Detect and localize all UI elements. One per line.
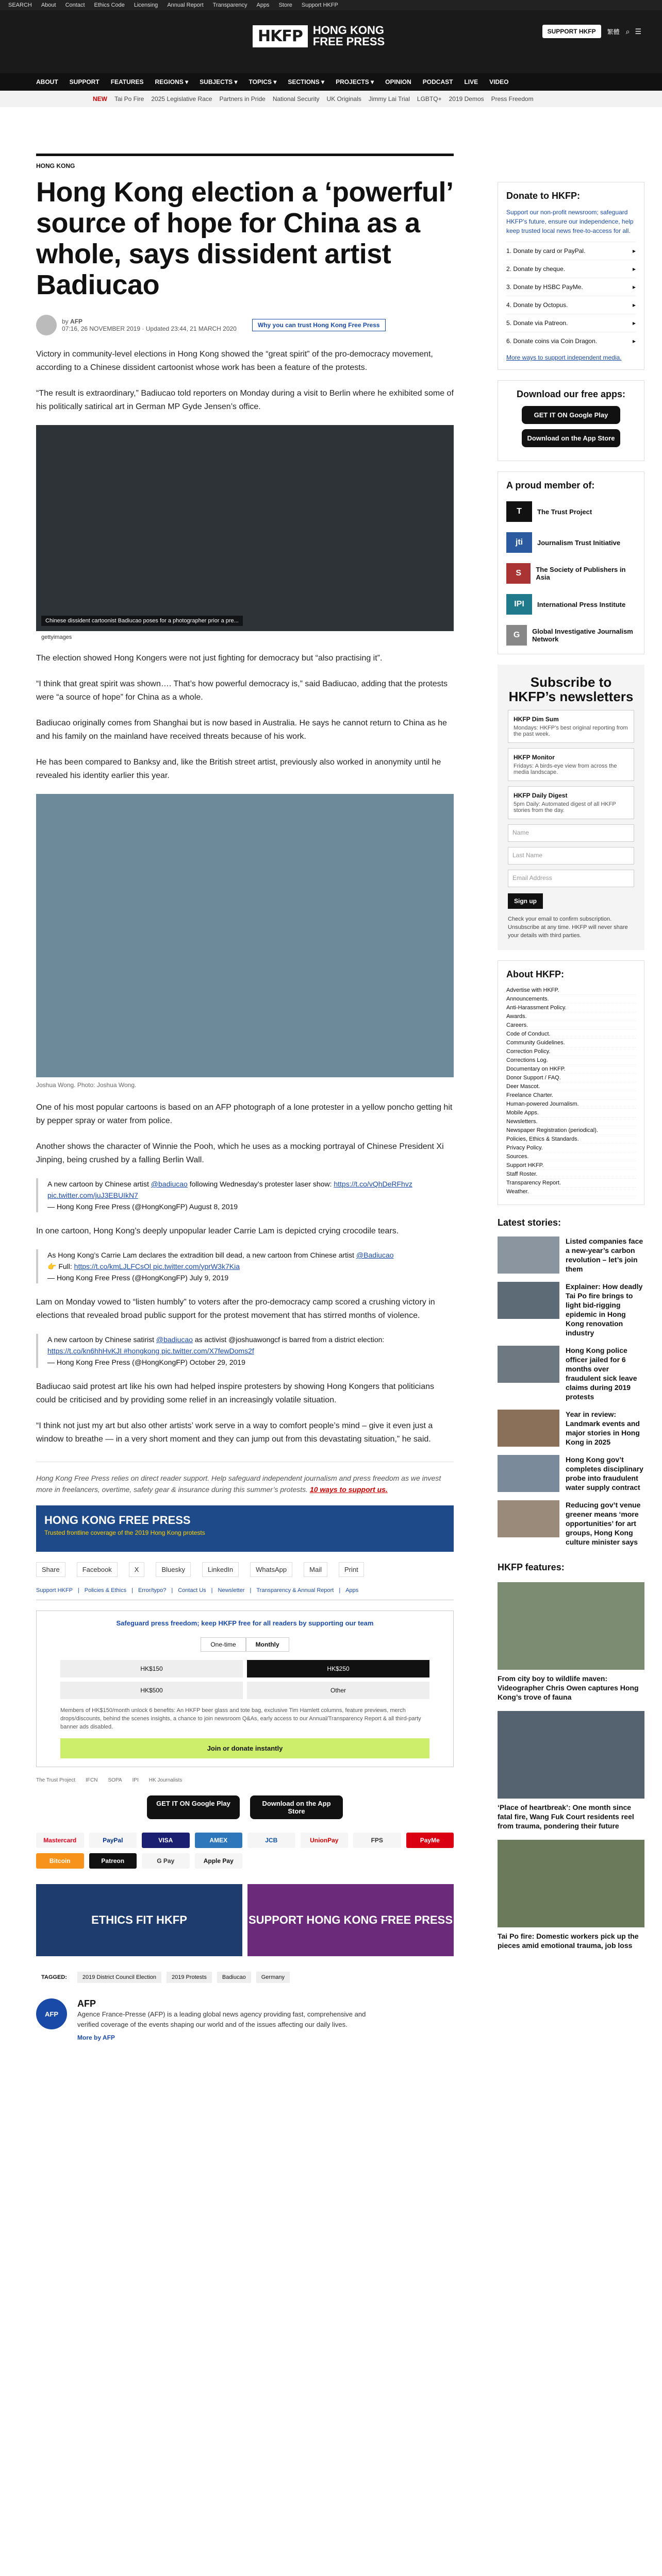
payment-methods xyxy=(36,1833,454,1869)
share-facebook[interactable]: Facebook xyxy=(77,1562,118,1577)
language-toggle[interactable]: 繁體 xyxy=(607,28,620,36)
tags-label: TAGGED: xyxy=(41,1974,67,1980)
feature-story[interactable]: Tai Po fire: Domestic workers pick up the pieces amid emotional trauma, job loss xyxy=(498,1840,644,1950)
topbar-contact[interactable]: Contact xyxy=(65,2,85,8)
google-pay-icon[interactable]: G Pay xyxy=(142,1853,190,1869)
apps-title: Download our free apps: xyxy=(516,389,626,399)
paragraph: “I think that great spirit was shown…. That’s how powerful democracy is,” said Badiucao, adding that the protests were “a source of hope” for China as a whole. xyxy=(36,680,448,702)
paragraph: Lam on Monday vowed to “listen humbly” to voters after the pro-democracy camp scored a crushing victory in elections that revealed broad public support for the protest movement that has stirred months of violence. xyxy=(36,1298,435,1320)
sidebar xyxy=(498,107,644,1950)
donation-widget xyxy=(36,1611,454,1767)
nav-regions[interactable]: REGIONS ▾ xyxy=(155,78,189,86)
trend-item[interactable]: Partners in Pride xyxy=(219,95,266,103)
link[interactable]: Support HKFP xyxy=(36,1587,73,1594)
tweet-source[interactable]: — Hong Kong Free Press (@HongKongFP) August 8, 2019 xyxy=(47,1202,238,1211)
tweet-mention[interactable]: @badiucao xyxy=(156,1335,193,1344)
monthly-toggle[interactable]: Monthly xyxy=(246,1637,289,1652)
topbar-store[interactable]: Store xyxy=(278,2,292,8)
about-link[interactable]: Newsletters. xyxy=(506,1117,636,1126)
ethics-promo[interactable]: ETHICS FIT HKFP xyxy=(36,1884,242,1956)
share-print[interactable]: Print xyxy=(339,1562,364,1577)
main-nav xyxy=(0,73,662,91)
about-link[interactable]: Code of Conduct. xyxy=(506,1030,636,1039)
byline: by AFP 07:16, 26 NOVEMBER 2019 · Updated 23:44, 21 MARCH 2020 Why you can trust Hong Kong Free Press xyxy=(36,315,454,335)
paragraph: Victory in community-level elections in Hong Kong showed the “great spirit” of the pro-democracy movement, according to a Chinese dissident cartoonist whose work has been a feature of the protests. xyxy=(36,350,433,372)
paragraph: “I think not just my art but also other artists’ work serve in a way to comfort people’s mind – give it even just a window to breathe — in a very short moment and they can jump out from this devastating situation,” he said. xyxy=(36,1421,433,1444)
nav-podcast[interactable]: PODCAST xyxy=(422,78,453,86)
nav-features[interactable]: FEATURES xyxy=(110,78,144,86)
trust-link[interactable]: Why you can trust Hong Kong Free Press xyxy=(252,319,386,331)
apple-pay-icon[interactable]: Apple Pay xyxy=(195,1853,243,1869)
support-hkfp-button[interactable]: SUPPORT HKFP xyxy=(542,25,601,38)
tweet-link[interactable]: https://t.co/vQhDeRFhvz pic.twitter.com/juJ3EBUIkN7 xyxy=(47,1180,412,1199)
tweet-mention[interactable]: @badiucao xyxy=(151,1180,188,1188)
nav-live[interactable]: LIVE xyxy=(464,78,478,86)
partner-logo[interactable]: T The Trust Project xyxy=(506,501,636,522)
about-link[interactable]: Announcements. xyxy=(506,995,636,1004)
fps-icon[interactable]: FPS xyxy=(353,1833,401,1848)
nav-opinion[interactable]: OPINION xyxy=(385,78,411,86)
masthead xyxy=(0,10,662,82)
about-link[interactable]: Sources. xyxy=(506,1153,636,1161)
about-link[interactable]: Newspaper Registration (periodical). xyxy=(506,1126,636,1135)
last-name-input[interactable]: Last Name xyxy=(508,847,634,865)
about-link[interactable]: Corrections Log. xyxy=(506,1056,636,1065)
article-column xyxy=(36,107,454,2041)
tweet-link[interactable]: https://t.co/kmLJLFCsOl pic.twitter.com/yprW3k7Kia xyxy=(74,1262,240,1270)
tweet-source[interactable]: — Hong Kong Free Press (@HongKongFP) October 29, 2019 xyxy=(47,1358,245,1366)
link[interactable]: Transparency & Annual Report xyxy=(256,1587,334,1594)
author-bio: Agence France-Presse (AFP) is a leading global news agency providing fast, comprehensive and verified coverage of the events shaping our world and of the issues affecting our daily lives. xyxy=(77,2010,366,2028)
features-title: HKFP features: xyxy=(498,1562,565,1572)
support-link[interactable]: 10 ways to support us. xyxy=(309,1485,388,1494)
amount-option[interactable]: HK$150 xyxy=(60,1660,243,1677)
logo-hkja[interactable]: HK Journalists xyxy=(148,1777,183,1783)
one-time-toggle[interactable]: One-time xyxy=(201,1637,245,1652)
latest-story[interactable]: Explainer: How deadly Tai Po fire brings to light bid-rigging epidemic in Hong Kong renovation industry xyxy=(498,1282,644,1337)
email-input[interactable]: Email Address xyxy=(508,870,634,887)
latest-story[interactable]: Year in review: Landmark events and major stories in Hong Kong in 2025 xyxy=(498,1410,644,1447)
logo-sopa[interactable]: SOPA xyxy=(108,1777,122,1783)
newsletter-option[interactable]: HKFP Monitor Fridays: A birds-eye view from across the media landscape. xyxy=(508,748,634,781)
embedded-tweet: As Hong Kong’s Carrie Lam declares the extradition bill dead, a new cartoon from Chinese artist @Badiucao 👉 Full: https://t.co/kmLJLFCsOl pic.twitter.com/yprW3k7Kia — Hong Kong Free Press (@HongKongFP) July 9, 2019 xyxy=(36,1249,454,1283)
google-play-badge[interactable]: GET IT ON Google Play xyxy=(522,406,620,424)
tag[interactable]: Badiucao xyxy=(217,1972,251,1983)
member-title: A proud member of: xyxy=(506,480,595,490)
tweet-mention[interactable]: @Badiucao xyxy=(356,1251,394,1259)
photo-caption: Chinese dissident cartoonist Badiucao poses for a photographer prior a pre... xyxy=(41,616,243,626)
about-link[interactable]: Deer Mascot. xyxy=(506,1082,636,1091)
app-store-badge[interactable]: Download on the App Store xyxy=(522,429,620,447)
trending-bar xyxy=(0,91,662,107)
latest-story[interactable]: Reducing gov’t venue greener means ‘more opportunities’ for art groups, Hong Kong culture minister says xyxy=(498,1500,644,1547)
signup-button[interactable]: Sign up xyxy=(508,893,543,909)
share-linkedin[interactable]: LinkedIn xyxy=(202,1562,239,1577)
new-label: NEW xyxy=(93,95,107,103)
link[interactable]: Policies & Ethics xyxy=(84,1587,127,1594)
bitcoin-icon[interactable]: Bitcoin xyxy=(36,1853,84,1869)
paragraph: The election showed Hong Kongers were not just fighting for democracy but “also practising it”. xyxy=(36,654,383,663)
about-link[interactable]: Mobile Apps. xyxy=(506,1109,636,1117)
app-store-badges xyxy=(36,1795,454,1819)
logo-trust-project[interactable]: The Trust Project xyxy=(36,1777,76,1783)
nav-video[interactable]: VIDEO xyxy=(489,78,509,86)
support-promo[interactable]: SUPPORT HONG KONG FREE PRESS xyxy=(247,1884,454,1956)
donate-heading: Safeguard press freedom; keep HKFP free for all readers by supporting our team xyxy=(116,1619,374,1627)
google-play-badge[interactable]: GET IT ON Google Play xyxy=(147,1795,240,1819)
about-link[interactable]: Awards. xyxy=(506,1012,636,1021)
payme-icon[interactable]: PayMe xyxy=(406,1833,454,1848)
topbar-annual-report[interactable]: Annual Report xyxy=(167,2,204,8)
paragraph: In one cartoon, Hong Kong’s deeply unpopular leader Carrie Lam is depicted crying crocodile tears. xyxy=(36,1227,399,1235)
latest-story[interactable]: Hong Kong police officer jailed for 6 months over fraudulent sick leave claims during 2019 protests xyxy=(498,1346,644,1401)
search-icon[interactable]: ⌕ xyxy=(625,27,630,36)
about-link[interactable]: Policies, Ethics & Standards. xyxy=(506,1135,636,1144)
about-link[interactable]: Correction Policy. xyxy=(506,1047,636,1056)
donate-option[interactable]: 2. Donate by cheque. ▸ xyxy=(506,260,636,278)
donate-option[interactable]: 5. Donate via Patreon. ▸ xyxy=(506,314,636,332)
paragraph: “The result is extraordinary,” Badiucao told reporters on Monday during a visit to Berlin where he exhibited some of his politically satirical art in German MP Gyde Jensen’s office. xyxy=(36,389,454,411)
trend-item[interactable]: Tai Po Fire xyxy=(114,95,144,103)
amex-icon[interactable]: AMEX xyxy=(195,1833,243,1848)
latest-title: Latest stories: xyxy=(498,1217,561,1228)
jcb-icon[interactable]: JCB xyxy=(247,1833,295,1848)
nav-about[interactable]: ABOUT xyxy=(36,78,58,86)
footer-links: Support HKFP | Policies & Ethics | Error/typo? | Contact Us | Newsletter | Transparency & Annual Report | Apps xyxy=(36,1587,454,1600)
amount-option-selected[interactable]: HK$250 xyxy=(247,1660,429,1677)
about-link[interactable]: Privacy Policy. xyxy=(506,1144,636,1153)
top-utility-bar xyxy=(0,0,662,10)
author-link[interactable]: AFP xyxy=(70,318,83,325)
trend-item[interactable]: Jimmy Lai Trial xyxy=(368,95,410,103)
about-link[interactable]: Transparency Report. xyxy=(506,1179,636,1188)
tag[interactable]: 2019 Protests xyxy=(167,1972,212,1983)
embedded-tweet: A new cartoon by Chinese artist @badiucao following Wednesday’s protester laser show: https://t.co/vQhDeRFhvz pic.twitter.com/juJ3EBUIkN7 — Hong Kong Free Press (@HongKongFP) August 8, 2019 xyxy=(36,1178,454,1212)
about-link[interactable]: Support HKFP. xyxy=(506,1161,636,1170)
amount-other[interactable]: Other xyxy=(247,1682,429,1699)
nav-projects[interactable]: PROJECTS ▾ xyxy=(336,78,374,86)
trend-item[interactable]: National Security xyxy=(272,95,320,103)
site-logo[interactable]: HKFP HONG KONG FREE PRESS xyxy=(253,25,385,47)
patreon-icon[interactable]: Patreon xyxy=(89,1853,137,1869)
features-section xyxy=(498,1562,644,1950)
about-link[interactable]: Documentary on HKFP. xyxy=(506,1065,636,1074)
tweet-source[interactable]: — Hong Kong Free Press (@HongKongFP) July 9, 2019 xyxy=(47,1274,229,1282)
topbar-ethics[interactable]: Ethics Code xyxy=(94,2,125,8)
article-dates: 07:16, 26 NOVEMBER 2019 · Updated 23:44, 21 MARCH 2020 xyxy=(62,325,237,332)
join-button[interactable]: Join or donate instantly xyxy=(60,1738,429,1758)
author-logo[interactable]: AFP xyxy=(36,1998,67,2029)
trend-item[interactable]: LGBTQ+ xyxy=(417,95,442,103)
more-ways-link[interactable]: More ways to support independent media. xyxy=(506,354,622,361)
mastercard-icon[interactable]: Mastercard xyxy=(36,1833,84,1848)
about-title: About HKFP: xyxy=(506,969,564,979)
share-mail[interactable]: Mail xyxy=(304,1562,327,1577)
donate-title: Donate to HKFP: xyxy=(506,191,580,201)
donate-box xyxy=(498,182,644,370)
unionpay-icon[interactable]: UnionPay xyxy=(301,1833,349,1848)
header-rule xyxy=(36,154,454,156)
link[interactable]: Contact Us xyxy=(178,1587,206,1594)
partner-logo[interactable]: jti Journalism Trust Initiative xyxy=(506,532,636,553)
paragraph: One of his most popular cartoons is based on an AFP photograph of a lone protester in a yellow poncho getting hit by pepper spray or water from police. xyxy=(36,1103,453,1125)
about-link[interactable]: Human-powered Journalism. xyxy=(506,1100,636,1109)
about-link[interactable]: Community Guidelines. xyxy=(506,1039,636,1047)
article-photo-getty[interactable] xyxy=(36,425,454,640)
topbar-licensing[interactable]: Licensing xyxy=(134,2,158,8)
about-link[interactable]: Freelance Charter. xyxy=(506,1091,636,1100)
logo-ipi[interactable]: IPI xyxy=(132,1777,139,1783)
tag[interactable]: Germany xyxy=(256,1972,290,1983)
trend-item[interactable]: UK Originals xyxy=(326,95,361,103)
logo-ifcn[interactable]: IFCN xyxy=(86,1777,98,1783)
membership-box xyxy=(498,471,644,654)
embedded-tweet: A new cartoon by Chinese satirist @badiucao as activist @joshuawongcf is barred from a district election: https://t.co/kn6hhHvKJI #hongkong pic.twitter.com/X7fewDoms2f — Hong Kong Free Press (@HongKongFP) October 29, 2019 xyxy=(36,1334,454,1368)
about-link[interactable]: Careers. xyxy=(506,1021,636,1030)
menu-icon[interactable]: ☰ xyxy=(635,27,641,36)
trend-item[interactable]: 2019 Demos xyxy=(449,95,484,103)
feature-story[interactable]: From city boy to wildlife maven: Videographer Chris Owen captures Hong Kong’s trove of fauna xyxy=(498,1582,644,1702)
getty-credit: gettyimages xyxy=(41,634,72,640)
author-box xyxy=(36,1998,454,2041)
amount-option[interactable]: HK$500 xyxy=(60,1682,243,1699)
signup-note: Check your email to confirm subscription. Unsubscribe at any time. HKFP will never share your details with third parties. xyxy=(508,916,628,939)
donate-option[interactable]: 4. Donate by Octopus. ▸ xyxy=(506,296,636,314)
article-title: Hong Kong election a ‘powerful’ source of hope for China as a whole, says dissident artist Badiucao xyxy=(36,177,452,300)
share-label: Share xyxy=(36,1562,65,1577)
search-link[interactable]: SEARCH xyxy=(8,2,32,8)
joshua-wong-photo xyxy=(36,794,454,1077)
latest-stories xyxy=(498,1217,644,1547)
share-x[interactable]: X xyxy=(129,1562,145,1577)
member-logos xyxy=(36,1777,454,1783)
newsletter-box xyxy=(498,665,644,950)
more-by-author[interactable]: More by AFP xyxy=(77,2034,115,2041)
about-link[interactable]: Staff Roster. xyxy=(506,1170,636,1179)
paypal-icon[interactable]: PayPal xyxy=(89,1833,137,1848)
donate-option[interactable]: 1. Donate by card or PayPal. ▸ xyxy=(506,242,636,260)
paragraph: Badiucao originally comes from Shanghai but is now based in Australia. He says he cannot return to China as he and his family on the mainland have received threats because of his work. xyxy=(36,719,447,741)
partner-logo[interactable]: IPI International Press Institute xyxy=(506,594,636,615)
paragraph: Another shows the character of Winnie the Pooh, which he uses as a mocking portrayal of Chinese President Xi Jinping, being crushed by a falling Berlin Wall. xyxy=(36,1142,444,1164)
topbar-transparency[interactable]: Transparency xyxy=(212,2,247,8)
topbar-support[interactable]: Support HKFP xyxy=(301,2,338,8)
share-whatsapp[interactable]: WhatsApp xyxy=(250,1562,292,1577)
newsletter-title: Subscribe to HKFP’s newsletters xyxy=(508,674,634,704)
newsletter-option[interactable]: HKFP Dim Sum Mondays: HKFP’s best original reporting from the past week. xyxy=(508,710,634,743)
partner-logo[interactable]: G Global Investigative Journalism Network xyxy=(506,625,636,646)
donate-option[interactable]: 3. Donate by HSBC PayMe. ▸ xyxy=(506,278,636,296)
photo-caption: Joshua Wong. Photo: Joshua Wong. xyxy=(36,1081,137,1089)
article-kicker[interactable]: HONG KONG xyxy=(36,162,75,170)
partner-logo[interactable]: S The Society of Publishers in Asia xyxy=(506,563,636,584)
tag[interactable]: 2019 District Council Election xyxy=(77,1972,161,1983)
nav-sections[interactable]: SECTIONS ▾ xyxy=(288,78,325,86)
about-link[interactable]: Anti-Harassment Policy. xyxy=(506,1004,636,1012)
about-link[interactable]: Advertise with HKFP. xyxy=(506,986,636,995)
tag-list xyxy=(36,1972,454,1983)
link[interactable]: Newsletter xyxy=(218,1587,245,1594)
apps-box xyxy=(498,380,644,461)
nav-support[interactable]: SUPPORT xyxy=(69,78,100,86)
author-name[interactable]: AFP xyxy=(77,1998,96,2009)
link[interactable]: Error/typo? xyxy=(138,1587,167,1594)
trend-item[interactable]: 2025 Legislative Race xyxy=(151,95,212,103)
paragraph: Badiucao said protest art like his own had helped inspire protesters by showing Hong Kongers that politicians could be criticised and by providing some relief in an increasingly volatile situation. xyxy=(36,1382,434,1404)
nav-subjects[interactable]: SUBJECTS ▾ xyxy=(200,78,238,86)
first-name-input[interactable]: Name xyxy=(508,824,634,842)
hkfp-banner-ad[interactable]: HONG KONG FREE PRESS Trusted frontline coverage of the 2019 Hong Kong protests xyxy=(36,1505,454,1552)
newsletter-option[interactable]: HKFP Daily Digest 5pm Daily: Automated digest of all HKFP stories from the day. xyxy=(508,786,634,819)
visa-icon[interactable]: VISA xyxy=(142,1833,190,1848)
support-appeal: Hong Kong Free Press relies on direct reader support. Help safeguard independent journalism and press freedom as we invest more in freelancers, overtime, safety gear & insurance during this summer’s protests. 10 ways to support us. xyxy=(36,1462,454,1495)
share-bar xyxy=(36,1562,454,1577)
link[interactable]: Apps xyxy=(345,1587,359,1594)
trend-item[interactable]: Press Freedom xyxy=(491,95,534,103)
feature-story[interactable]: ‘Place of heartbreak’: One month since fatal fire, Wang Fuk Court residents reel from trauma, pondering their future xyxy=(498,1711,644,1831)
app-store-badge[interactable]: Download on the App Store xyxy=(250,1795,343,1819)
about-link[interactable]: Donor Support / FAQ. xyxy=(506,1074,636,1082)
donate-option[interactable]: 6. Donate coins via Coin Dragon. ▸ xyxy=(506,332,636,350)
share-bluesky[interactable]: Bluesky xyxy=(156,1562,191,1577)
about-link[interactable]: Weather. xyxy=(506,1188,636,1196)
topbar-about[interactable]: About xyxy=(41,2,56,8)
about-box xyxy=(498,960,644,1205)
topbar-apps[interactable]: Apps xyxy=(256,2,270,8)
promo-banners xyxy=(36,1884,454,1956)
member-note: Members of HK$150/month unlock 6 benefits: An HKFP beer glass and tote bag, exclusive Tim Hamlett columns, feature previews, merch drops/discounts, behind the scenes insights, a chance to join newsroom Q&As, early access to our Annual/Transparency Report & all third-party banner ads disabled. xyxy=(60,1707,421,1730)
latest-story[interactable]: Listed companies face a new-year’s carbon revolution – let’s join them xyxy=(498,1236,644,1274)
tweet-link[interactable]: https://t.co/kn6hhHvKJI #hongkong pic.twitter.com/X7fewDoms2f xyxy=(47,1347,254,1355)
author-avatar xyxy=(36,315,57,335)
latest-story[interactable]: Hong Kong gov’t completes disciplinary probe into fraudulent water supply contract xyxy=(498,1455,644,1492)
nav-topics[interactable]: TOPICS ▾ xyxy=(249,78,277,86)
donate-intro[interactable]: Support our non-profit newsroom; safeguard HKFP’s future, ensure our independence, help keep trusted local news free-to-access for all. xyxy=(506,209,634,234)
paragraph: He has been compared to Banksy and, like the British street artist, previously also worked in anonymity until he revealed his identity earlier this year. xyxy=(36,758,441,780)
